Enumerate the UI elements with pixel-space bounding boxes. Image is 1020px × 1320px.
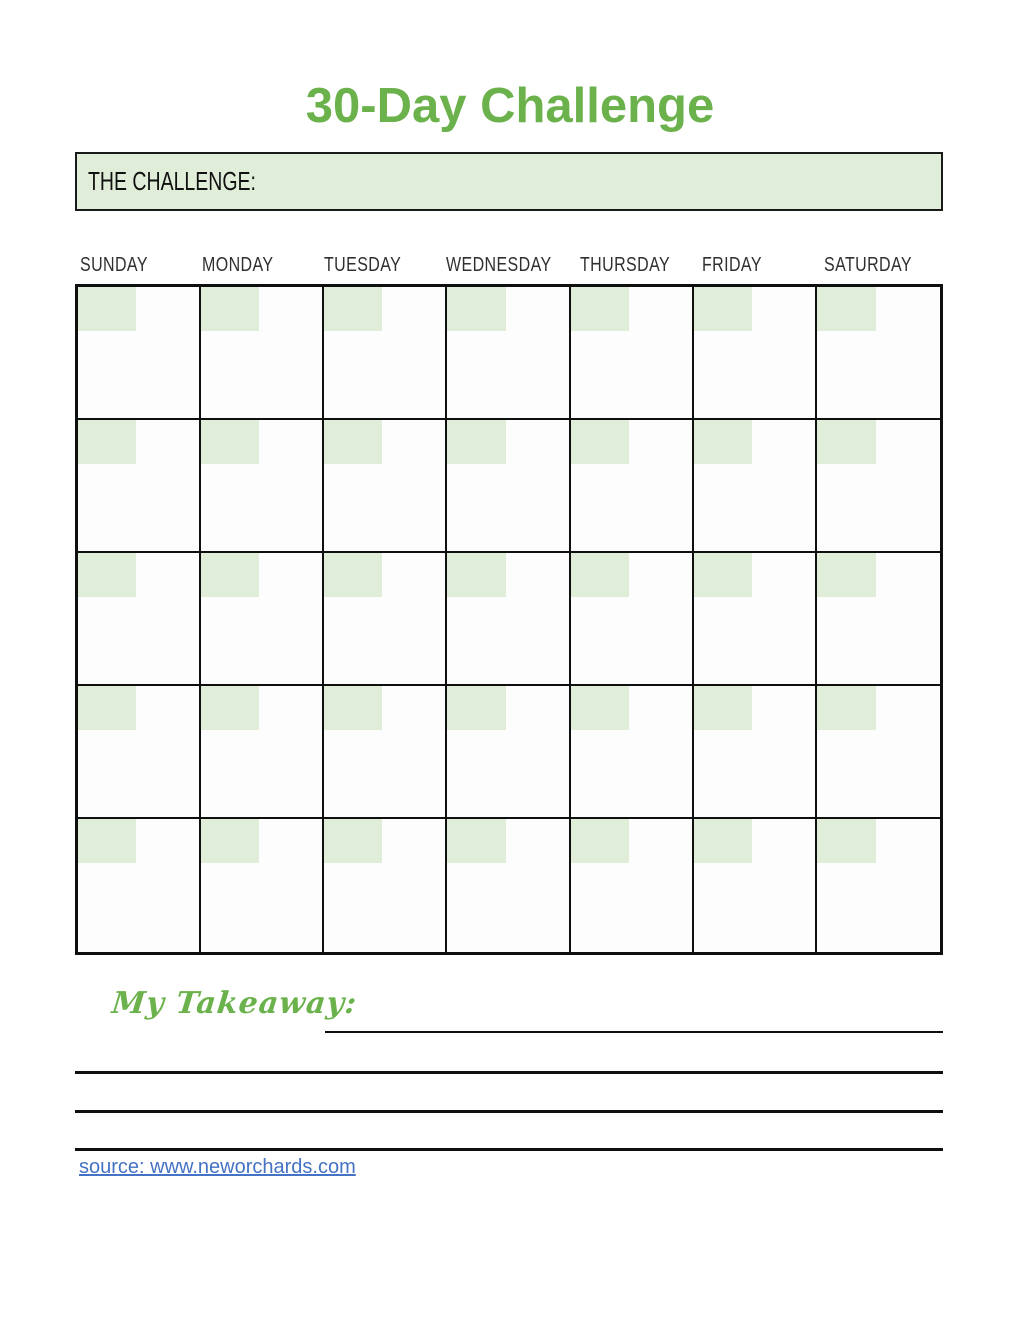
date-highlight-box bbox=[447, 420, 505, 464]
calendar-cell[interactable] bbox=[447, 686, 570, 819]
calendar-cell[interactable] bbox=[78, 686, 201, 819]
date-highlight-box bbox=[447, 686, 505, 730]
date-highlight-box bbox=[694, 420, 752, 464]
date-highlight-box bbox=[447, 287, 505, 331]
date-highlight-box bbox=[201, 553, 259, 597]
date-highlight-box bbox=[694, 819, 752, 863]
date-highlight-box bbox=[817, 819, 876, 863]
calendar-cell[interactable] bbox=[324, 553, 447, 686]
date-highlight-box bbox=[571, 420, 629, 464]
calendar-cell[interactable] bbox=[817, 686, 940, 819]
calendar-cell[interactable] bbox=[447, 287, 570, 420]
takeaway-label: My Takeaway: bbox=[110, 986, 359, 1021]
calendar-grid bbox=[75, 284, 943, 955]
date-highlight-box bbox=[571, 686, 629, 730]
date-highlight-box bbox=[324, 819, 382, 863]
day-header-thursday bbox=[577, 254, 699, 282]
calendar-cell[interactable] bbox=[201, 420, 324, 553]
calendar-cell[interactable] bbox=[78, 553, 201, 686]
day-header-label: TUESDAY bbox=[323, 254, 401, 276]
calendar-cell[interactable] bbox=[817, 287, 940, 420]
date-highlight-box bbox=[324, 420, 382, 464]
calendar-cell[interactable] bbox=[817, 420, 940, 553]
calendar-cell[interactable] bbox=[571, 819, 694, 952]
date-highlight-box bbox=[324, 553, 382, 597]
date-highlight-box bbox=[201, 420, 259, 464]
date-highlight-box bbox=[324, 686, 382, 730]
day-header-sunday bbox=[77, 254, 199, 282]
calendar-cell[interactable] bbox=[201, 553, 324, 686]
calendar-cell[interactable] bbox=[694, 553, 817, 686]
date-highlight-box bbox=[447, 819, 505, 863]
answer-line[interactable] bbox=[75, 1071, 943, 1074]
challenge-input-box[interactable] bbox=[75, 152, 943, 211]
date-highlight-box bbox=[817, 287, 876, 331]
calendar-cell[interactable] bbox=[694, 686, 817, 819]
answer-line[interactable] bbox=[75, 1148, 943, 1151]
calendar-cell[interactable] bbox=[571, 287, 694, 420]
day-header-label: SATURDAY bbox=[824, 254, 913, 276]
calendar-cell[interactable] bbox=[571, 553, 694, 686]
date-highlight-box bbox=[817, 686, 876, 730]
calendar-cell[interactable] bbox=[78, 420, 201, 553]
date-highlight-box bbox=[78, 686, 136, 730]
date-highlight-box bbox=[447, 553, 505, 597]
date-highlight-box bbox=[201, 287, 259, 331]
calendar-cell[interactable] bbox=[201, 287, 324, 420]
day-header-monday bbox=[199, 254, 321, 282]
calendar-cell[interactable] bbox=[447, 819, 570, 952]
takeaway-writing-line[interactable] bbox=[325, 1031, 943, 1033]
day-header-label: WEDNESDAY bbox=[445, 254, 552, 276]
date-highlight-box bbox=[201, 686, 259, 730]
calendar-cell[interactable] bbox=[694, 420, 817, 553]
date-highlight-box bbox=[817, 420, 876, 464]
calendar-cell[interactable] bbox=[817, 553, 940, 686]
source-link[interactable]: source: www.neworchards.com bbox=[79, 1156, 356, 1178]
calendar-cell[interactable] bbox=[201, 686, 324, 819]
day-header-label: FRIDAY bbox=[702, 254, 763, 276]
calendar-cell[interactable] bbox=[571, 686, 694, 819]
date-highlight-box bbox=[78, 819, 136, 863]
challenge-label: THE CHALLENGE: bbox=[88, 166, 256, 196]
calendar-cell[interactable] bbox=[447, 553, 570, 686]
date-highlight-box bbox=[571, 553, 629, 597]
date-highlight-box bbox=[817, 553, 876, 597]
date-highlight-box bbox=[78, 420, 136, 464]
calendar-cell[interactable] bbox=[78, 819, 201, 952]
date-highlight-box bbox=[571, 287, 629, 331]
day-header-friday bbox=[699, 254, 821, 282]
day-header-label: SUNDAY bbox=[80, 254, 148, 276]
day-header-wednesday bbox=[443, 254, 578, 282]
calendar-cell[interactable] bbox=[324, 819, 447, 952]
date-highlight-box bbox=[78, 287, 136, 331]
calendar-cell[interactable] bbox=[447, 420, 570, 553]
day-header-saturday bbox=[821, 254, 943, 282]
day-header-tuesday bbox=[321, 254, 443, 282]
day-header-label: THURSDAY bbox=[580, 254, 671, 276]
day-header-label: MONDAY bbox=[201, 254, 274, 276]
answer-line[interactable] bbox=[75, 1110, 943, 1113]
calendar-cell[interactable] bbox=[817, 819, 940, 952]
date-highlight-box bbox=[694, 287, 752, 331]
calendar-cell[interactable] bbox=[324, 287, 447, 420]
calendar-cell[interactable] bbox=[694, 819, 817, 952]
calendar-cell[interactable] bbox=[78, 287, 201, 420]
day-header-row bbox=[77, 254, 943, 282]
date-highlight-box bbox=[571, 819, 629, 863]
date-highlight-box bbox=[201, 819, 259, 863]
date-highlight-box bbox=[78, 553, 136, 597]
calendar-cell[interactable] bbox=[324, 420, 447, 553]
date-highlight-box bbox=[694, 686, 752, 730]
calendar-cell[interactable] bbox=[694, 287, 817, 420]
calendar-cell[interactable] bbox=[324, 686, 447, 819]
page-title: 30-Day Challenge bbox=[305, 79, 715, 133]
date-highlight-box bbox=[324, 287, 382, 331]
calendar-cell[interactable] bbox=[571, 420, 694, 553]
date-highlight-box bbox=[694, 553, 752, 597]
calendar-cell[interactable] bbox=[201, 819, 324, 952]
